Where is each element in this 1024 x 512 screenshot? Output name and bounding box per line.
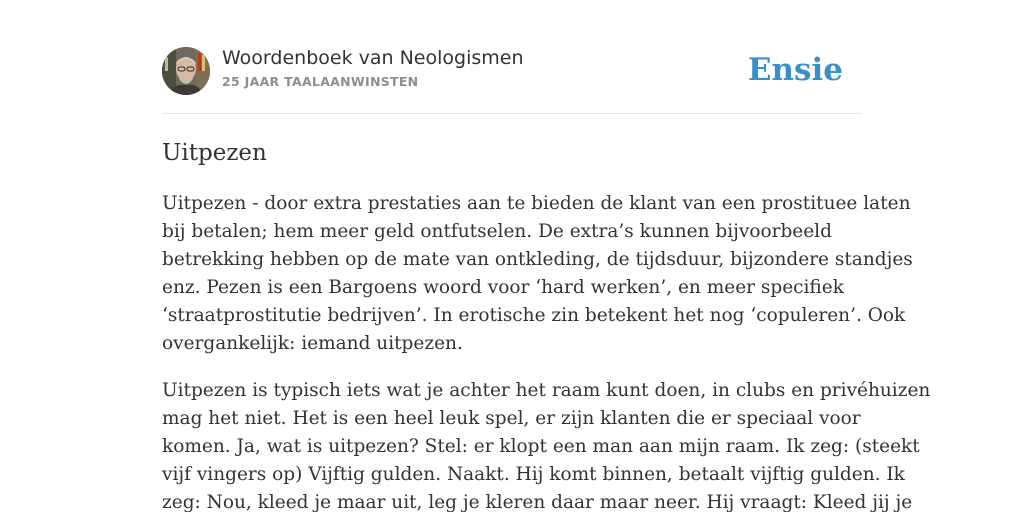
author-avatar[interactable] [162, 47, 210, 95]
text-line: Uitpezen is typisch iets wat je achter het raam kunt doen, in clubs en privéhuizen [162, 380, 931, 401]
paragraph [162, 190, 913, 358]
text-line: zeg: Nou, kleed je maar uit, leg je kleren daar maar neer. Hij vraagt: Kleed jij je [162, 492, 913, 512]
text-line: overgankelijk: iemand uitpezen. [162, 333, 463, 354]
post-title: Uitpezen [162, 140, 267, 166]
text-line: bij betalen; hem meer geld ontfutselen. De extra’s kunnen bijvoorbeeld [162, 221, 832, 242]
site-header [162, 46, 862, 96]
text-line: vijf vingers op) Vijftig gulden. Naakt. Hij komt binnen, betaalt vijftig gulden. Ik [162, 464, 905, 485]
header-divider [162, 113, 862, 114]
avatar-image [162, 47, 210, 95]
site-title[interactable]: Woordenboek van Neologismen [222, 47, 524, 69]
text-line: betrekking hebben op de mate van ontkleding, de tijdsduur, bijzondere standjes [162, 249, 913, 270]
text-line: mag het niet. Het is een heel leuk spel, er zijn klanten die er speciaal voor [162, 408, 861, 429]
text-line: Uitpezen - door extra prestaties aan te bieden de klant van een prostituee laten [162, 193, 911, 214]
text-line: komen. Ja, wat is uitpezen? Stel: er klopt een man aan mijn raam. Ik zeg: (steekt [162, 436, 920, 457]
text-line: ‘straatprostitutie bedrijven’. In erotische zin betekent het nog ‘copuleren’. Ook [162, 305, 906, 326]
post-body [162, 190, 931, 512]
brand-logo[interactable]: Ensie [747, 52, 843, 88]
text-line: enz. Pezen is een Bargoens woord voor ‘hard werken’, en meer specifiek [162, 277, 844, 298]
paragraph [162, 377, 931, 512]
site-subtitle: 25 JAAR TAALAANWINSTEN [222, 74, 419, 89]
